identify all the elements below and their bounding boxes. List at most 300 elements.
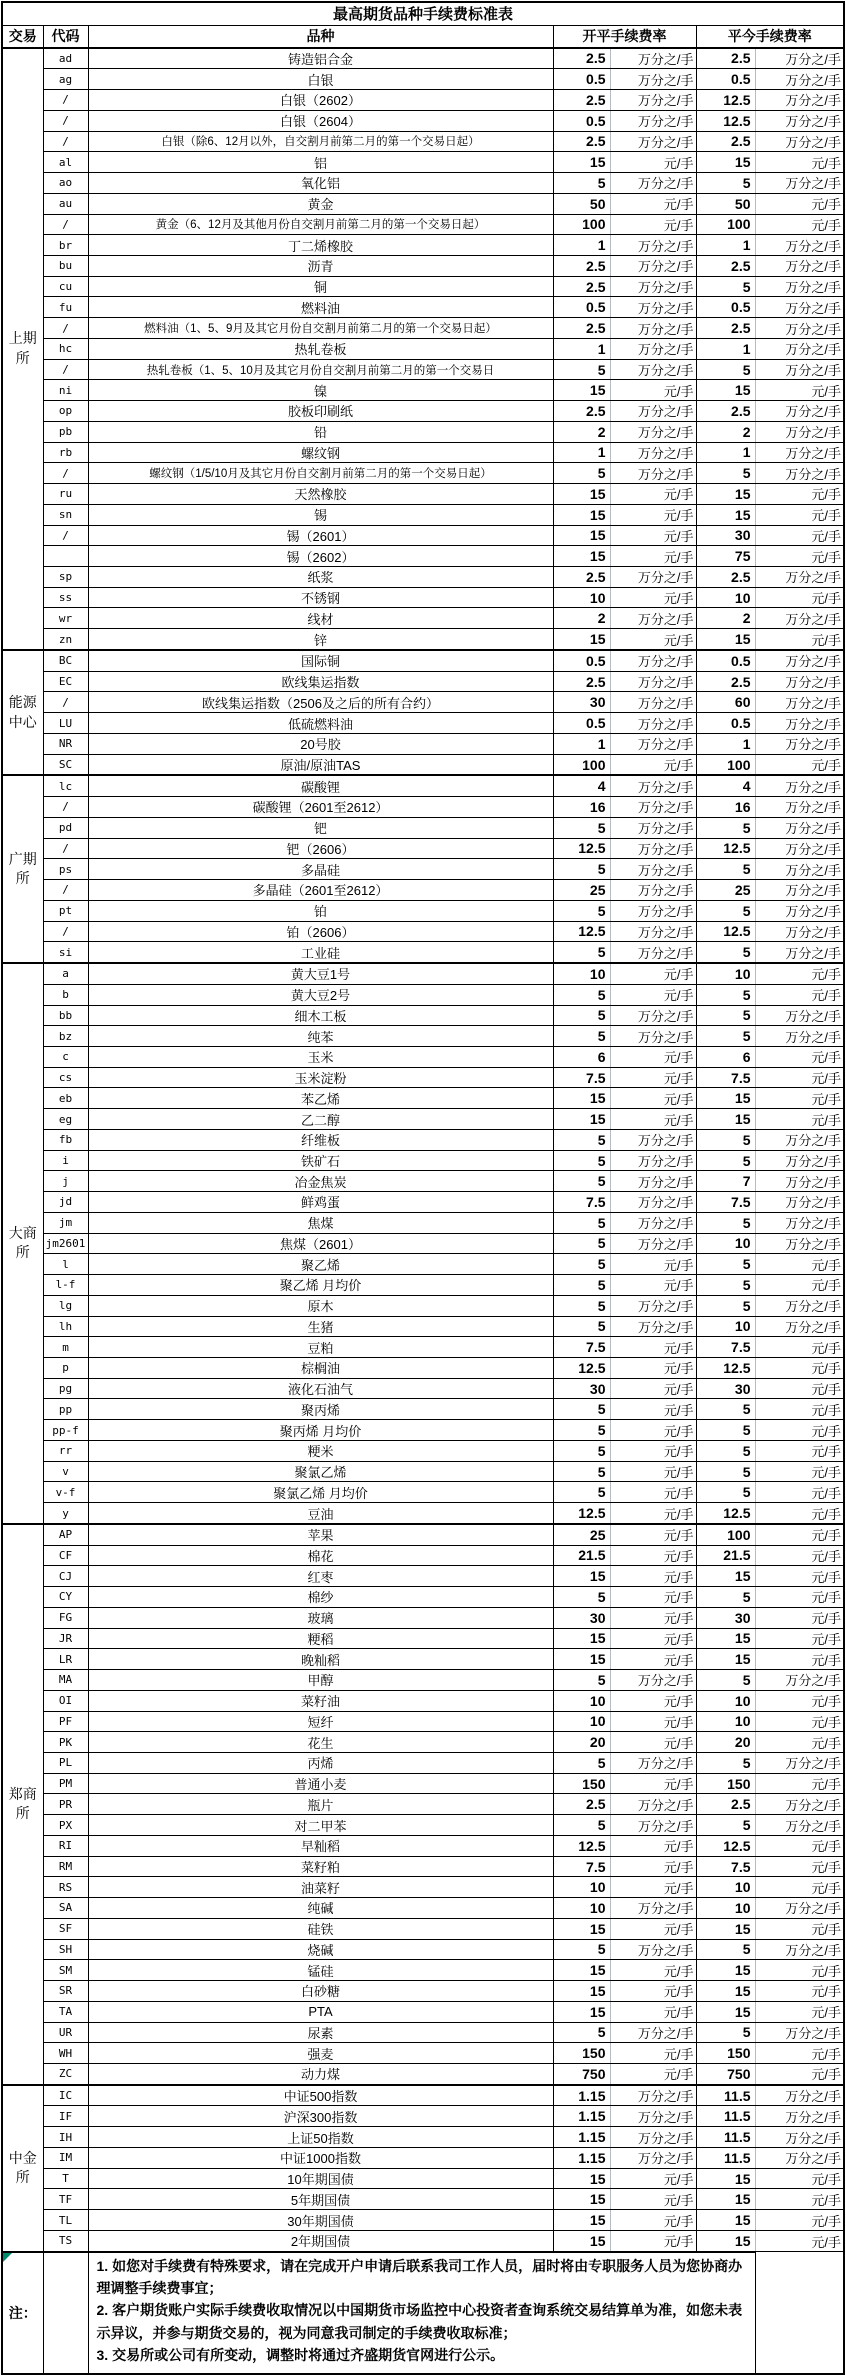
open-close-fee-value: 10 — [553, 1898, 610, 1919]
open-close-fee-unit: 元/手 — [610, 1275, 696, 1296]
open-close-fee-value: 5 — [553, 1399, 610, 1420]
close-today-fee-value: 5 — [696, 817, 755, 838]
table-row — [2, 276, 844, 297]
table-row — [2, 1254, 844, 1275]
product-code: / — [43, 838, 88, 859]
table-row — [2, 463, 844, 484]
table-row — [2, 942, 844, 963]
product-name: 白银 — [88, 69, 553, 90]
table-row — [2, 566, 844, 587]
product-name: 铁矿石 — [88, 1150, 553, 1171]
table-row — [2, 193, 844, 214]
product-name: 棉纱 — [88, 1587, 553, 1608]
product-code: SH — [43, 1939, 88, 1960]
product-code: ps — [43, 859, 88, 880]
close-today-fee-unit: 万分之/手 — [755, 671, 844, 692]
close-today-fee-value: 2.5 — [696, 401, 755, 422]
open-close-fee-value: 5 — [553, 1420, 610, 1441]
table-row — [2, 587, 844, 608]
close-today-fee-value: 15 — [696, 2001, 755, 2022]
close-today-fee-value: 2.5 — [696, 131, 755, 152]
close-today-fee-value: 15 — [696, 1566, 755, 1587]
table-row — [2, 2210, 844, 2231]
close-today-fee-value: 5 — [696, 984, 755, 1005]
product-code: CJ — [43, 1566, 88, 1587]
open-close-fee-value: 5 — [553, 900, 610, 921]
open-close-fee-unit: 元/手 — [610, 1877, 696, 1898]
table-row — [2, 1088, 844, 1109]
product-code: m — [43, 1337, 88, 1358]
table-row — [2, 69, 844, 90]
table-row — [2, 1275, 844, 1296]
close-today-fee-unit: 元/手 — [755, 2210, 844, 2231]
product-name: 上证50指数 — [88, 2127, 553, 2148]
product-name: 豆粕 — [88, 1337, 553, 1358]
product-code: PK — [43, 1732, 88, 1753]
table-row — [2, 713, 844, 734]
close-today-fee-unit: 万分之/手 — [755, 1129, 844, 1150]
product-name: 热轧卷板（1、5、10月及其它月份自交割月前第二月的第一个交易日 — [88, 359, 553, 380]
table-row — [2, 1482, 844, 1503]
open-close-fee-unit: 万分之/手 — [610, 797, 696, 818]
open-close-fee-value: 10 — [553, 1690, 610, 1711]
close-today-fee-unit: 元/手 — [755, 1067, 844, 1088]
open-close-fee-unit: 元/手 — [610, 1690, 696, 1711]
close-today-fee-value: 15 — [696, 1981, 755, 2002]
product-name: 花生 — [88, 1732, 553, 1753]
close-today-fee-value: 15 — [696, 1649, 755, 1670]
open-close-fee-unit: 万分之/手 — [610, 359, 696, 380]
close-today-fee-unit: 元/手 — [755, 1566, 844, 1587]
product-name: 聚乙烯 月均价 — [88, 1275, 553, 1296]
close-today-fee-unit: 万分之/手 — [755, 566, 844, 587]
product-code: si — [43, 942, 88, 963]
notes-row — [2, 2252, 844, 2374]
open-close-fee-value: 750 — [553, 2063, 610, 2084]
open-close-fee-value: 15 — [553, 1960, 610, 1981]
close-today-fee-value: 5 — [696, 1212, 755, 1233]
open-close-fee-value: 4 — [553, 775, 610, 796]
product-code: cs — [43, 1067, 88, 1088]
close-today-fee-value: 15 — [696, 504, 755, 525]
table-row — [2, 255, 844, 276]
close-today-fee-value: 75 — [696, 546, 755, 567]
open-close-fee-value: 5 — [553, 1587, 610, 1608]
open-close-fee-unit: 万分之/手 — [610, 255, 696, 276]
table-row — [2, 2001, 844, 2022]
close-today-fee-unit: 元/手 — [755, 1109, 844, 1130]
close-today-fee-unit: 万分之/手 — [755, 69, 844, 90]
close-today-fee-value: 12.5 — [696, 90, 755, 111]
close-today-fee-unit: 元/手 — [755, 1587, 844, 1608]
open-close-fee-value: 12.5 — [553, 1357, 610, 1378]
product-code: UR — [43, 2022, 88, 2043]
open-close-fee-unit: 万分之/手 — [610, 1295, 696, 1316]
open-close-fee-unit: 元/手 — [610, 629, 696, 650]
open-close-fee-value: 1 — [553, 442, 610, 463]
close-today-fee-value: 5 — [696, 859, 755, 880]
page-title: 最高期货品种手续费标准表 — [2, 2, 844, 25]
table-row — [2, 1503, 844, 1524]
product-name: 强麦 — [88, 2043, 553, 2064]
close-today-fee-unit: 万分之/手 — [755, 297, 844, 318]
close-today-fee-unit: 万分之/手 — [755, 1815, 844, 1836]
open-close-fee-value: 1.15 — [553, 2085, 610, 2106]
close-today-fee-unit: 元/手 — [755, 1088, 844, 1109]
open-close-fee-unit: 万分之/手 — [610, 775, 696, 796]
open-close-fee-value: 15 — [553, 484, 610, 505]
table-row — [2, 1420, 844, 1441]
fee-standard-sheet — [1, 1, 843, 2375]
product-code: WH — [43, 2043, 88, 2064]
product-code: a — [43, 963, 88, 984]
product-name: PTA — [88, 2001, 553, 2022]
product-name: 碳酸锂 — [88, 775, 553, 796]
close-today-fee-value: 15 — [696, 629, 755, 650]
open-close-fee-value: 5 — [553, 1233, 610, 1254]
close-today-fee-value: 5 — [696, 2022, 755, 2043]
close-today-fee-value: 15 — [696, 1088, 755, 1109]
fee-table — [1, 1, 845, 2375]
table-row — [2, 692, 844, 713]
close-today-fee-value: 150 — [696, 2043, 755, 2064]
close-today-fee-unit: 元/手 — [755, 2063, 844, 2084]
open-close-fee-value: 5 — [553, 1275, 610, 1296]
table-row — [2, 1171, 844, 1192]
product-code: LU — [43, 713, 88, 734]
product-name: 玉米淀粉 — [88, 1067, 553, 1088]
close-today-fee-value: 15 — [696, 1960, 755, 1981]
open-close-fee-unit: 万分之/手 — [610, 1212, 696, 1233]
close-today-fee-value: 7.5 — [696, 1856, 755, 1877]
product-name: 棕榈油 — [88, 1357, 553, 1378]
product-name: 多晶硅（2601至2612） — [88, 880, 553, 901]
product-name: 红枣 — [88, 1566, 553, 1587]
table-row — [2, 2230, 844, 2251]
open-close-fee-unit: 元/手 — [610, 1649, 696, 1670]
product-code: / — [43, 692, 88, 713]
close-today-fee-unit: 万分之/手 — [755, 338, 844, 359]
close-today-fee-unit: 万分之/手 — [755, 692, 844, 713]
product-code: j — [43, 1171, 88, 1192]
product-code: / — [43, 131, 88, 152]
open-close-fee-unit: 万分之/手 — [610, 1815, 696, 1836]
close-today-fee-unit: 万分之/手 — [755, 1939, 844, 1960]
close-today-fee-unit: 元/手 — [755, 1877, 844, 1898]
open-close-fee-unit: 元/手 — [610, 380, 696, 401]
product-code: BC — [43, 650, 88, 671]
open-close-fee-value: 10 — [553, 963, 610, 984]
product-code: SR — [43, 1981, 88, 2002]
table-row — [2, 1212, 844, 1233]
open-close-fee-value: 5 — [553, 1440, 610, 1461]
open-close-fee-unit: 万分之/手 — [610, 1192, 696, 1213]
close-today-fee-value: 5 — [696, 1026, 755, 1047]
close-today-fee-value: 10 — [696, 1877, 755, 1898]
close-today-fee-value: 10 — [696, 1316, 755, 1337]
close-today-fee-unit: 元/手 — [755, 2001, 844, 2022]
close-today-fee-value: 1 — [696, 442, 755, 463]
green-corner-icon — [3, 2253, 12, 2262]
open-close-fee-unit: 元/手 — [610, 1711, 696, 1732]
product-name: 甲醇 — [88, 1670, 553, 1691]
open-close-fee-value: 5 — [553, 1815, 610, 1836]
product-code: sp — [43, 566, 88, 587]
open-close-fee-unit: 万分之/手 — [610, 1129, 696, 1150]
open-close-fee-unit: 万分之/手 — [610, 650, 696, 671]
close-today-fee-unit: 万分之/手 — [755, 775, 844, 796]
close-today-fee-value: 5 — [696, 1150, 755, 1171]
close-today-fee-value: 16 — [696, 797, 755, 818]
product-name: 锰硅 — [88, 1960, 553, 1981]
product-name: 沥青 — [88, 255, 553, 276]
open-close-fee-value: 5 — [553, 359, 610, 380]
close-today-fee-value: 12.5 — [696, 110, 755, 131]
open-close-fee-unit: 元/手 — [610, 1420, 696, 1441]
close-today-fee-unit: 万分之/手 — [755, 880, 844, 901]
open-close-fee-value: 0.5 — [553, 713, 610, 734]
product-code: c — [43, 1046, 88, 1067]
open-close-fee-value: 5 — [553, 1129, 610, 1150]
product-code: rb — [43, 442, 88, 463]
table-row — [2, 1399, 844, 1420]
table-row — [2, 1835, 844, 1856]
close-today-fee-unit: 万分之/手 — [755, 921, 844, 942]
close-today-fee-value: 5 — [696, 1399, 755, 1420]
product-name: 动力煤 — [88, 2063, 553, 2084]
close-today-fee-unit: 元/手 — [755, 1378, 844, 1399]
product-code: PM — [43, 1773, 88, 1794]
close-today-fee-unit: 元/手 — [755, 1628, 844, 1649]
table-row — [2, 733, 844, 754]
table-row — [2, 442, 844, 463]
open-close-fee-value: 2.5 — [553, 48, 610, 69]
open-close-fee-unit: 万分之/手 — [610, 48, 696, 69]
table-row — [2, 2043, 844, 2064]
product-name: 20号胶 — [88, 733, 553, 754]
close-today-fee-value: 100 — [696, 1524, 755, 1545]
close-today-fee-unit: 元/手 — [755, 1420, 844, 1441]
product-code: CF — [43, 1545, 88, 1566]
open-close-fee-unit: 元/手 — [610, 1960, 696, 1981]
close-today-fee-unit: 万分之/手 — [755, 90, 844, 111]
close-today-fee-value: 5 — [696, 1752, 755, 1773]
open-close-fee-value: 0.5 — [553, 650, 610, 671]
close-today-fee-unit: 元/手 — [755, 2189, 844, 2210]
product-name: 纯苯 — [88, 1026, 553, 1047]
product-code: IC — [43, 2085, 88, 2106]
close-today-fee-value: 6 — [696, 1046, 755, 1067]
open-close-fee-value: 2.5 — [553, 276, 610, 297]
open-close-fee-value: 10 — [553, 1877, 610, 1898]
close-today-fee-value: 5 — [696, 1254, 755, 1275]
open-close-fee-unit: 万分之/手 — [610, 1005, 696, 1026]
close-today-fee-value: 25 — [696, 880, 755, 901]
product-name: 欧线集运指数 — [88, 671, 553, 692]
product-name: 粳米 — [88, 1440, 553, 1461]
table-row — [2, 1295, 844, 1316]
close-today-fee-value: 10 — [696, 587, 755, 608]
product-name: 苯乙烯 — [88, 1088, 553, 1109]
product-code: i — [43, 1150, 88, 1171]
open-close-fee-unit: 元/手 — [610, 193, 696, 214]
product-name: 欧线集运指数（2506及之后的所有合约） — [88, 692, 553, 713]
open-close-fee-unit: 万分之/手 — [610, 401, 696, 422]
close-today-fee-unit: 万分之/手 — [755, 401, 844, 422]
product-code: SM — [43, 1960, 88, 1981]
close-today-fee-unit: 万分之/手 — [755, 1670, 844, 1691]
close-today-fee-unit: 元/手 — [755, 1461, 844, 1482]
close-today-fee-unit: 万分之/手 — [755, 1898, 844, 1919]
open-close-fee-value: 2.5 — [553, 566, 610, 587]
open-close-fee-value: 5 — [553, 1212, 610, 1233]
product-code: / — [43, 921, 88, 942]
product-name: 苹果 — [88, 1524, 553, 1545]
product-name: 丙烯 — [88, 1752, 553, 1773]
product-name: 铂（2606） — [88, 921, 553, 942]
open-close-fee-value: 30 — [553, 1378, 610, 1399]
product-code: IH — [43, 2127, 88, 2148]
open-close-fee-value: 2.5 — [553, 1794, 610, 1815]
open-close-fee-unit: 万分之/手 — [610, 1026, 696, 1047]
table-row — [2, 48, 844, 69]
product-code: TA — [43, 2001, 88, 2022]
close-today-fee-value: 7.5 — [696, 1067, 755, 1088]
close-today-fee-value: 1 — [696, 733, 755, 754]
open-close-fee-value: 5 — [553, 1295, 610, 1316]
product-code: CY — [43, 1587, 88, 1608]
close-today-fee-value: 10 — [696, 1898, 755, 1919]
table-row — [2, 1461, 844, 1482]
open-close-fee-unit: 元/手 — [610, 1254, 696, 1275]
product-name: 铂 — [88, 900, 553, 921]
open-close-fee-value: 0.5 — [553, 69, 610, 90]
product-name: 铸造铝合金 — [88, 48, 553, 69]
open-close-fee-unit: 万分之/手 — [610, 2022, 696, 2043]
table-row — [2, 173, 844, 194]
table-row — [2, 1440, 844, 1461]
product-code: rr — [43, 1440, 88, 1461]
close-today-fee-value: 21.5 — [696, 1545, 755, 1566]
close-today-fee-unit: 万分之/手 — [755, 463, 844, 484]
close-today-fee-unit: 万分之/手 — [755, 1171, 844, 1192]
close-today-fee-value: 12.5 — [696, 1503, 755, 1524]
table-row — [2, 2127, 844, 2148]
open-close-fee-unit: 元/手 — [610, 504, 696, 525]
product-name: 白砂糖 — [88, 1981, 553, 2002]
table-row — [2, 817, 844, 838]
product-name: 多晶硅 — [88, 859, 553, 880]
table-row — [2, 1752, 844, 1773]
table-row — [2, 214, 844, 235]
table-row — [2, 775, 844, 796]
table-row — [2, 1192, 844, 1213]
close-today-fee-value: 5 — [696, 173, 755, 194]
product-code: TS — [43, 2230, 88, 2251]
open-close-fee-unit: 元/手 — [610, 484, 696, 505]
open-close-fee-unit: 元/手 — [610, 2168, 696, 2189]
open-close-fee-unit: 元/手 — [610, 1732, 696, 1753]
open-close-fee-value: 15 — [553, 1109, 610, 1130]
product-code: RM — [43, 1856, 88, 1877]
close-today-fee-unit: 万分之/手 — [755, 1212, 844, 1233]
table-row — [2, 2085, 844, 2106]
fee-table-body — [2, 48, 844, 2252]
open-close-fee-unit: 万分之/手 — [610, 733, 696, 754]
product-code: op — [43, 401, 88, 422]
exchange-label: 上期所 — [2, 48, 43, 650]
product-code: / — [43, 90, 88, 111]
open-close-fee-unit: 元/手 — [610, 1918, 696, 1939]
close-today-fee-unit: 万分之/手 — [755, 2022, 844, 2043]
open-close-fee-value: 25 — [553, 1524, 610, 1545]
close-today-fee-unit: 万分之/手 — [755, 900, 844, 921]
open-close-fee-value: 15 — [553, 380, 610, 401]
open-close-fee-value: 5 — [553, 1005, 610, 1026]
product-name: 冶金焦炭 — [88, 1171, 553, 1192]
open-close-fee-value: 0.5 — [553, 110, 610, 131]
table-row — [2, 504, 844, 525]
product-name: 聚氯乙烯 月均价 — [88, 1482, 553, 1503]
open-close-fee-unit: 元/手 — [610, 546, 696, 567]
close-today-fee-unit: 元/手 — [755, 2043, 844, 2064]
close-today-fee-value: 11.5 — [696, 2127, 755, 2148]
close-today-fee-unit: 元/手 — [755, 1357, 844, 1378]
table-row — [2, 921, 844, 942]
product-code: b — [43, 984, 88, 1005]
open-close-fee-value: 7.5 — [553, 1856, 610, 1877]
open-close-fee-value: 20 — [553, 1732, 610, 1753]
open-close-fee-value: 15 — [553, 546, 610, 567]
product-code: ru — [43, 484, 88, 505]
close-today-fee-value: 30 — [696, 1378, 755, 1399]
product-name: 30年期国债 — [88, 2210, 553, 2231]
notes-label: 注： — [8, 2304, 37, 2321]
product-code: OI — [43, 1690, 88, 1711]
close-today-fee-unit: 万分之/手 — [755, 1192, 844, 1213]
open-close-fee-value: 5 — [553, 1482, 610, 1503]
product-name: 普通小麦 — [88, 1773, 553, 1794]
close-today-fee-unit: 万分之/手 — [755, 276, 844, 297]
open-close-fee-unit: 万分之/手 — [610, 442, 696, 463]
open-close-fee-unit: 元/手 — [610, 1981, 696, 2002]
table-row — [2, 297, 844, 318]
close-today-fee-value: 7.5 — [696, 1192, 755, 1213]
close-today-fee-unit: 元/手 — [755, 1337, 844, 1358]
product-name: 尿素 — [88, 2022, 553, 2043]
close-today-fee-unit: 万分之/手 — [755, 2106, 844, 2127]
close-today-fee-value: 7.5 — [696, 1337, 755, 1358]
product-code: SC — [43, 754, 88, 775]
open-close-fee-unit: 万分之/手 — [610, 421, 696, 442]
product-name: 原油/原油TAS — [88, 754, 553, 775]
open-close-fee-value: 12.5 — [553, 1835, 610, 1856]
close-today-fee-unit: 万分之/手 — [755, 838, 844, 859]
open-close-fee-unit: 万分之/手 — [610, 173, 696, 194]
product-name: 胶板印刷纸 — [88, 401, 553, 422]
open-close-fee-value: 15 — [553, 2230, 610, 2251]
product-code: ao — [43, 173, 88, 194]
product-code: pt — [43, 900, 88, 921]
product-code: v-f — [43, 1482, 88, 1503]
table-row — [2, 1545, 844, 1566]
close-today-fee-value: 50 — [696, 193, 755, 214]
close-today-fee-unit: 万分之/手 — [755, 2085, 844, 2106]
product-code: fu — [43, 297, 88, 318]
close-today-fee-value: 12.5 — [696, 921, 755, 942]
product-code: jm — [43, 1212, 88, 1233]
product-code: RI — [43, 1835, 88, 1856]
